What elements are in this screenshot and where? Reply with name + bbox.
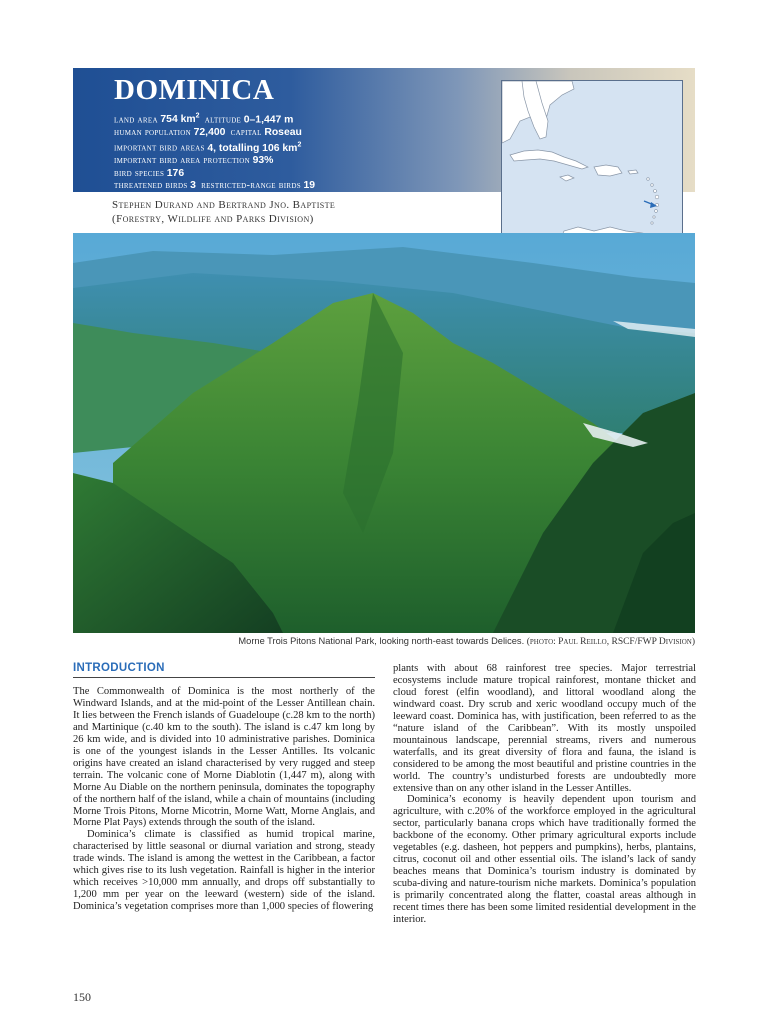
fact-line-protection bbox=[114, 155, 315, 167]
fact-line-threatened bbox=[114, 180, 315, 192]
fact-value: Roseau bbox=[264, 126, 302, 138]
fact-value: 93% bbox=[252, 155, 274, 167]
paragraph: The Commonwealth of Dominica is the most northerly of the Windward Islands, and at the mid-point of the Lesser Antillean chain. It lies between the French islands of Guadeloupe (c.28 km to the north) and Martinique (c.40 km to the south). The island is c.47 km long by 26 km wide, and is divided into 10 administrative parishes. Dominica is one of the youngest islands in the Lesser Antilles. Its volcanic origins have created an island characterised by very rugged and steep terrain. The volcanic cone of Morne Diablotin (1,447 m), along with Morne Au Diable on the northern peninsula, dominates the topography of the northern half of the island, while a chain of mountains (including Morne Trois Pitons, Morne Micotrin, Morne Watt, Morne Anglais, and Morne Plat Pays) extends through the south of the island. bbox=[73, 686, 375, 829]
fact-line-population bbox=[114, 127, 315, 139]
map-locator-arrow-icon bbox=[644, 201, 657, 208]
fact-label: altitude bbox=[204, 114, 242, 126]
fact-label: bird species bbox=[114, 167, 165, 179]
fact-label: capital bbox=[230, 126, 262, 138]
key-facts bbox=[114, 111, 315, 192]
fact-label: land area bbox=[114, 114, 158, 126]
fact-value: 4, totalling 106 $km^2$ bbox=[207, 141, 302, 154]
map-hispaniola bbox=[594, 165, 622, 176]
fact-line-area bbox=[114, 111, 315, 127]
fact-value: 754 $km^2$ bbox=[160, 113, 200, 126]
fact-value: 19 bbox=[303, 179, 316, 191]
text-column-left bbox=[73, 686, 375, 913]
fact-line-species bbox=[114, 168, 315, 180]
map-jamaica bbox=[560, 175, 574, 181]
paragraph: plants with about 68 rainforest tree species. Major terrestrial ecosystems include mature tropical rainforest, montane thicket and cloud forest (elfin woodland), and littoral woodland along the windward coast. Dry scrub and xeric woodland occupy much of the leeward coast. Dominica has, with justification, been referred to as the “nature island of the Caribbean”. With its mostly unspoiled mountainous landscape, perennial streams, rivers and numerous waterfalls, and its great diversity of flora and fauna, the island is considered to be among the most beautiful and pristine countries in the world. The country’s undisturbed forests are undoubtedly more extensive than on any other island in the Lesser Antilles. bbox=[393, 663, 696, 794]
fact-label: important bird area protection bbox=[114, 155, 250, 167]
text-column-right bbox=[393, 663, 696, 926]
map-lesser-antilles bbox=[647, 178, 659, 225]
mountain-forest-image bbox=[73, 233, 695, 633]
landscape-photo bbox=[73, 233, 695, 633]
fact-label: restricted-range birds bbox=[201, 179, 301, 191]
fact-value: 72,400 bbox=[193, 126, 226, 138]
photo-caption bbox=[73, 636, 695, 647]
fact-value: 176 bbox=[166, 167, 185, 179]
authors-names: Stephen Durand and Bertrand Jno. Baptiste bbox=[112, 199, 336, 211]
map-puerto-rico bbox=[628, 170, 638, 174]
fact-value: 0–1,447 m bbox=[243, 114, 294, 126]
locator-map bbox=[501, 80, 683, 246]
fact-label: important bird areas bbox=[114, 142, 205, 154]
caribbean-map-graphic bbox=[502, 81, 682, 245]
section-heading-introduction: INTRODUCTION bbox=[73, 662, 375, 678]
page-number: 150 bbox=[73, 990, 91, 1004]
authors-affiliation: (Forestry, Wildlife and Parks Division) bbox=[112, 213, 314, 225]
fact-value: 3 bbox=[190, 179, 196, 191]
photo-credit: (photo: Paul Reillo, RSCF/FWP Division) bbox=[526, 637, 695, 647]
page-title: DOMINICA bbox=[114, 74, 275, 106]
paragraph: Dominica’s climate is classified as humid tropical marine, characterised by little seasonal or diurnal variation and strong, steady trade winds. The island is among the wettest in the Caribbean, a factor which gives rise to its lush vegetation. Rainfall is higher in the interior which receives >10,000 mm annually, and drops off substantially to 1,200 mm per year on the leeward (western) side of the island. Dominica’s vegetation comprises more than 1,000 species of flowering bbox=[73, 829, 375, 913]
caption-text: Morne Trois Pitons National Park, looking north-east towards Delices. bbox=[238, 636, 525, 646]
fact-line-iba bbox=[114, 139, 315, 155]
fact-label: human population bbox=[114, 126, 192, 138]
paragraph: Dominica’s economy is heavily dependent upon tourism and agriculture, with c.20% of the workforce employed in the agricultural sector, particularly banana crops which have traditionally formed the backbone of the economy. Other primary agricultural exports include vegetables (e.g. dasheen, hot peppers and pumpkins), herbs, plantains, citrus, coconut oil and other essential oils. The island’s lack of sandy beaches means that Dominica’s tourism industry is dominated by scuba-diving and nature-tourism niche markets. Dominica’s population is primarily concentrated along the flatter, coastal areas although in recent times there has been some limited residential development in the interior. bbox=[393, 794, 696, 926]
authors bbox=[112, 198, 335, 226]
map-cuba bbox=[510, 150, 588, 169]
fact-label: threatened birds bbox=[114, 179, 188, 191]
